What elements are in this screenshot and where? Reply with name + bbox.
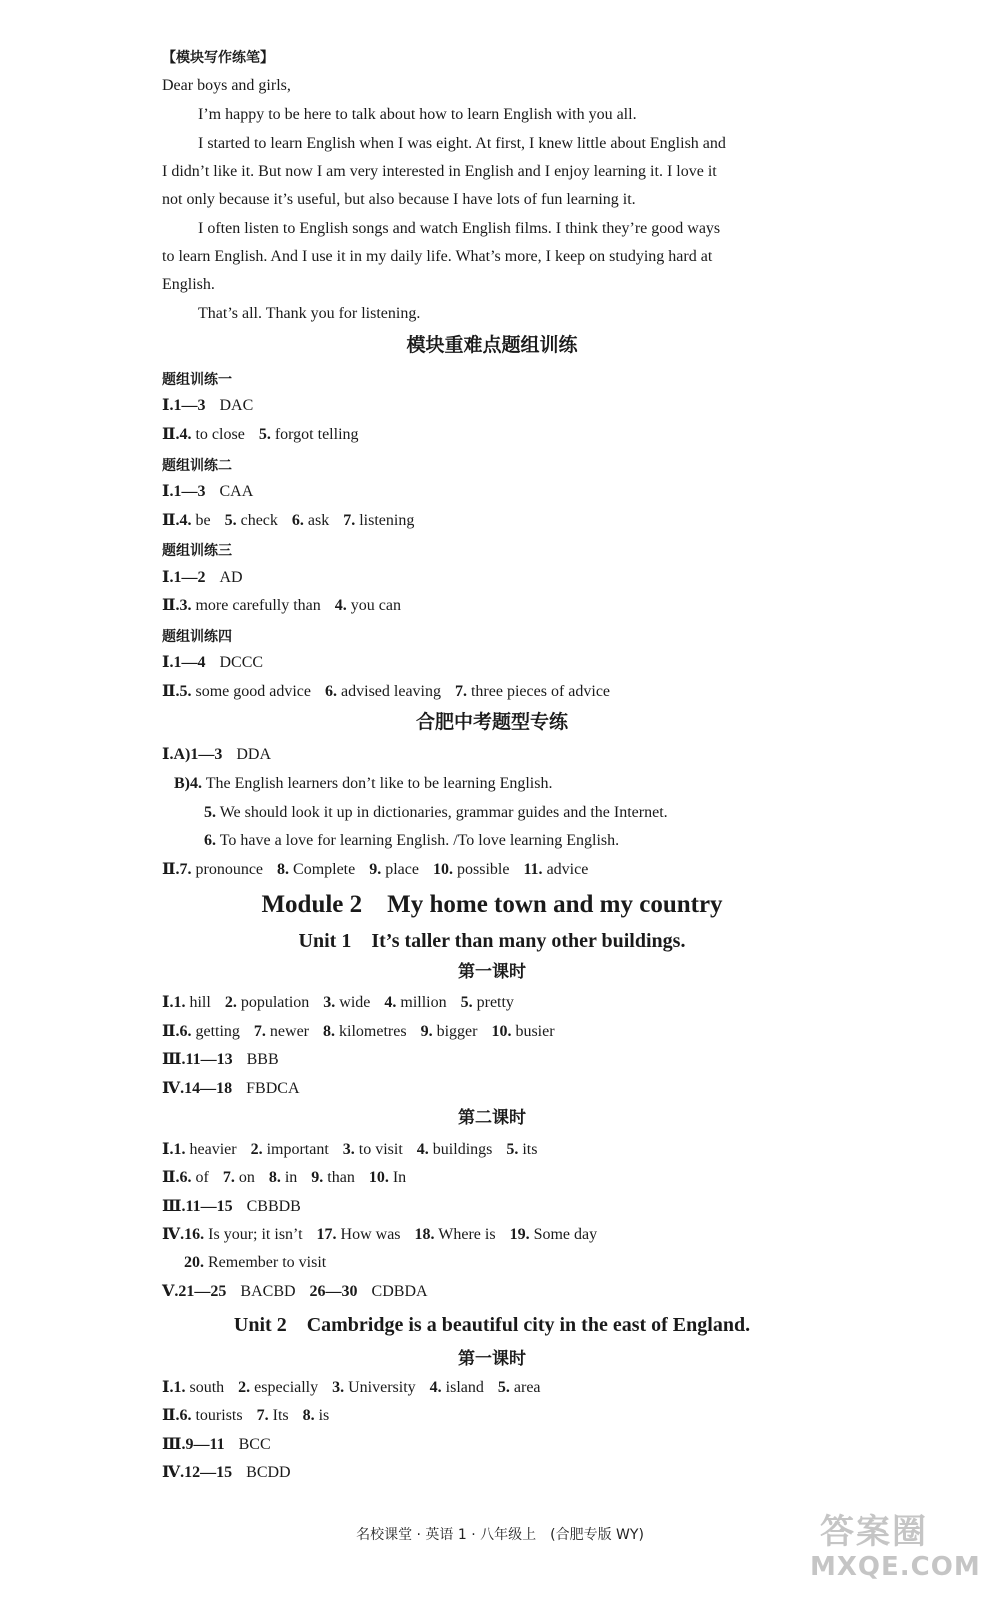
answer-row: Ⅰ.1. south 2. especially 3. University 4. island 5. area [162, 1379, 541, 1396]
writing-line: I started to learn English when I was eight. At first, I knew little about English and [198, 135, 726, 152]
unit-title: Unit 2 Cambridge is a beautiful city in the east of England. [233, 1314, 751, 1336]
module-title: Module 2 My home town and my country [261, 891, 723, 918]
watermark-url: MXQE.COM [810, 1552, 981, 1582]
answer-row: Ⅰ.1—2 AD [162, 569, 243, 586]
writing-heading: 【模块写作练笔】 [162, 50, 274, 66]
answer-row: Ⅱ.4. be 5. check 6. ask 7. listening [162, 512, 415, 529]
writing-line: to learn English. And I use it in my daily life. What’s more, I keep on studying hard at [162, 248, 713, 265]
answer-row: B)4. The English learners don’t like to be learning English. [174, 775, 553, 792]
answer-row: Ⅰ.1—3 DAC [162, 397, 254, 414]
watermark [810, 1500, 981, 1586]
answer-row: Ⅳ.12—15 BCDD [162, 1464, 291, 1481]
answer-row: Ⅰ.1. hill 2. population 3. wide 4. million 5. pretty [162, 994, 514, 1011]
answer-row: Ⅱ.6. of 7. on 8. in 9. than 10. In [162, 1169, 407, 1186]
answer-row: 20. Remember to visit [184, 1254, 327, 1271]
answer-row: Ⅰ.1. heavier 2. important 3. to visit 4. buildings 5. its [162, 1141, 538, 1158]
answer-row: Ⅱ.6. tourists 7. Its 8. is [162, 1407, 330, 1424]
lesson-title: 第一课时 [458, 1349, 526, 1369]
answer-row: 6. To have a love for learning English. /To love learning English. [204, 832, 620, 849]
exam-title: 合肥中考题型专练 [415, 711, 568, 733]
writing-line: I’m happy to be here to talk about how to learn English with you all. [198, 106, 637, 123]
group-title: 题组训练一 [162, 372, 232, 388]
answer-row: Ⅱ.7. pronounce 8. Complete 9. place 10. possible 11. advice [162, 861, 589, 878]
answer-row: Ⅲ.11—15 CBBDB [162, 1198, 301, 1215]
answer-row: Ⅲ.9—11 BCC [162, 1436, 271, 1453]
answer-row: Ⅰ.1—3 CAA [162, 483, 254, 500]
answer-row: 5. We should look it up in dictionaries, grammar guides and the Internet. [204, 804, 668, 821]
watermark-logo-text: 答案圈 [820, 1512, 928, 1552]
group-title: 题组训练四 [162, 629, 232, 645]
group-title: 题组训练三 [162, 543, 232, 559]
answer-row: Ⅳ.14—18 FBDCA [162, 1080, 300, 1097]
unit-title: Unit 1 It’s taller than many other buildings. [298, 930, 686, 952]
answer-row: Ⅱ.5. some good advice 6. advised leaving 7. three pieces of advice [162, 683, 611, 700]
answer-row: Ⅰ.1—4 DCCC [162, 654, 264, 671]
writing-line: English. [162, 276, 215, 293]
answer-row: Ⅴ.21—25 BACBD 26—30 CDBDA [162, 1283, 428, 1300]
answer-row: Ⅲ.11—13 BBB [162, 1051, 279, 1068]
lesson-title: 第一课时 [458, 962, 526, 982]
drill-title: 模块重难点题组训练 [406, 334, 578, 356]
answer-row: Ⅱ.6. getting 7. newer 8. kilometres 9. bigger 10. busier [162, 1023, 555, 1040]
writing-salutation: Dear boys and girls, [162, 77, 291, 94]
writing-line: I often listen to English songs and watch English films. I think they’re good ways [198, 220, 721, 237]
lesson-title: 第二课时 [458, 1108, 526, 1128]
answer-row: Ⅱ.4. to close 5. forgot telling [162, 426, 359, 443]
answer-row: Ⅱ.3. more carefully than 4. you can [162, 597, 401, 614]
group-title: 题组训练二 [162, 458, 232, 474]
writing-line: I didn’t like it. But now I am very interested in English and I enjoy learning it. I love it [162, 163, 717, 180]
writing-line: That’s all. Thank you for listening. [198, 305, 421, 322]
answer-row: Ⅰ.A)1—3 DDA [162, 746, 272, 763]
answer-row: Ⅳ.16. Is your; it isn’t 17. How was 18. Where is 19. Some day [162, 1226, 598, 1243]
writing-line: not only because it’s useful, but also because I have lots of fun learning it. [162, 191, 636, 208]
page-footer: 名校课堂 · 英语 1 · 八年级上 (合肥专版 WY) [356, 1527, 644, 1543]
